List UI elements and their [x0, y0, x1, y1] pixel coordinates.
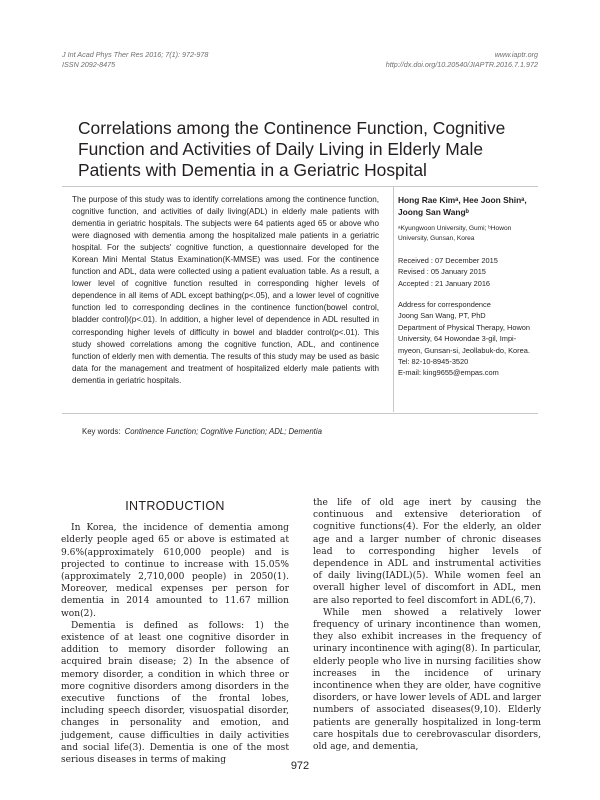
abstract-text: The purpose of this study was to identify correlations among the continence function, cognitive function, and activities of daily living(ADL) in elderly male patients with dementia in geriatric hospitals. The subjects were 64 patients aged 65 or above who were diagnosed with dementia among the hospitalized male patients in a geriatric hospital. For the subjects' cognitive function, a questionnaire developed for the Korean Mini Mental Status Examination(K-MMSE) was used. For the continence function and ADL, data were collected using a patient evaluation table. As a result, a lower level of cognitive function resulted in corresponding higher levels of dependence in all items of ADL except bathing(p<.05), and a lower level of cognitive function led to corresponding declines in the continence function(bowel control, bladder control)(p<.01). In addition, a higher level of dependence in ADL resulted in corresponding higher levels of difficulty in bowel and bladder control(p<.01). This study showed correlations among the cognitive function, ADL, and continence function of elderly men with dementia. The results of this study may be used as basic data for the management and treatment of hospitalized elderly male patients with dementia in geriatric hospitals.: [72, 195, 379, 385]
keywords-text: Continence Function; Cognitive Function; ADL; Dementia: [124, 427, 322, 436]
correspondence-address: Department of Physical Therapy, Howon University, 64 Howondae 3-gil, Impi-myeon, Gunsan-si, Jeollabuk-do, Korea.: [398, 322, 530, 355]
correspondence-heading: Address for correspondence: [398, 300, 491, 310]
journal-header-right: [386, 50, 538, 70]
correspondence-tel: Tel: 82-10-8945-3520: [398, 357, 469, 367]
revised-date: Revised : 05 January 2015: [398, 267, 486, 277]
author-affiliation: ᵃKyungwoon University, Gumi; ᵇHowon University, Gunsan, Korea: [398, 225, 512, 243]
correspondence-name: Joong San Wang, PT, PhD: [398, 311, 486, 321]
intro-paragraph-1: In Korea, the incidence of dementia among elderly people aged 65 or above is estimated at 9.6%(approximately 610,000 people) and is projected to continue to increase with 15.05%(approximately 2,710,000 people) in 2050(1). Moreover, medical expenses per person for dementia in 2014 amounted to 11.67 million won(2).: [61, 523, 289, 619]
section-heading-introduction: INTRODUCTION: [125, 499, 225, 513]
abstract-divider: [393, 186, 394, 412]
page-number: 972: [290, 760, 310, 772]
article-dates: [398, 255, 540, 289]
keywords-label: Key words:: [82, 427, 121, 436]
body-column-left: [61, 500, 289, 766]
correspondence-email[interactable]: E-mail: king9655@empas.com: [398, 368, 499, 378]
accepted-date: Accepted : 21 January 2016: [398, 278, 491, 288]
received-date: Received : 07 December 2015: [398, 255, 498, 265]
article-title: Correlations among the Continence Function, Cognitive Function and Activities of Daily Living in Elderly Male Patients with Dementia in a Geriatric Hospital: [78, 118, 506, 180]
journal-citation: J Int Acad Phys Ther Res 2016; 7(1): 972-978: [62, 50, 209, 59]
issn: ISSN 2092-8475: [62, 60, 116, 69]
doi-link[interactable]: http://dx.doi.org/10.20540/JIAPTR.2016.7.1.972: [385, 60, 538, 69]
journal-header-left: [62, 50, 208, 70]
author-list: Hong Rae Kimᵃ, Hee Joon Shinᵃ, Joong San Wangᵇ: [398, 195, 527, 217]
intro-paragraph-4: While men showed a relatively lower frequency of urinary incontinence than women, they also exhibit increases in the frequency of urinary incontinence with aging(8). In particular, elderly people who live in nursing facilities show increases in the incidence of urinary incontinence when they are older, have cognitive disorders, or have lower levels of ADL and larger numbers of associated diseases(9,10). Elderly patients are generally hospitalized in long-term care hospitals due to cerebrovascular disorders, old age, and dementia,: [313, 607, 541, 753]
body-column-right: [313, 497, 541, 753]
intro-paragraph-3: the life of old age inert by causing the continuous and extensive deterioration of cognitive functions(4). For the elderly, an older age and a larger number of chronic diseases lead to corresponding higher levels of dependence in ADL and instrumental activities of daily living(IADL)(5). While women feel an overall higher level of discomfort in ADL, men are also reported to feel discomfort in ADL(6,7).: [313, 498, 541, 606]
intro-paragraph-2: Dementia is defined as follows: 1) the existence of at least one cognitive disorder in addition to memory disorder following an acquired brain disease; 2) In the absence of memory disorder, a condition in which three or more cognitive disorders among disorders in the executive functions of the frontal lobes, including speech disorder, visuospatial disorder, changes in personality and emotion, and judgement, cause difficulties in daily activities and social life(3). Dementia is one of the most serious diseases in terms of making: [61, 620, 289, 766]
keywords: [82, 427, 322, 436]
journal-website-link[interactable]: www.iaptr.org: [494, 50, 538, 59]
author-info-panel: [398, 194, 540, 379]
